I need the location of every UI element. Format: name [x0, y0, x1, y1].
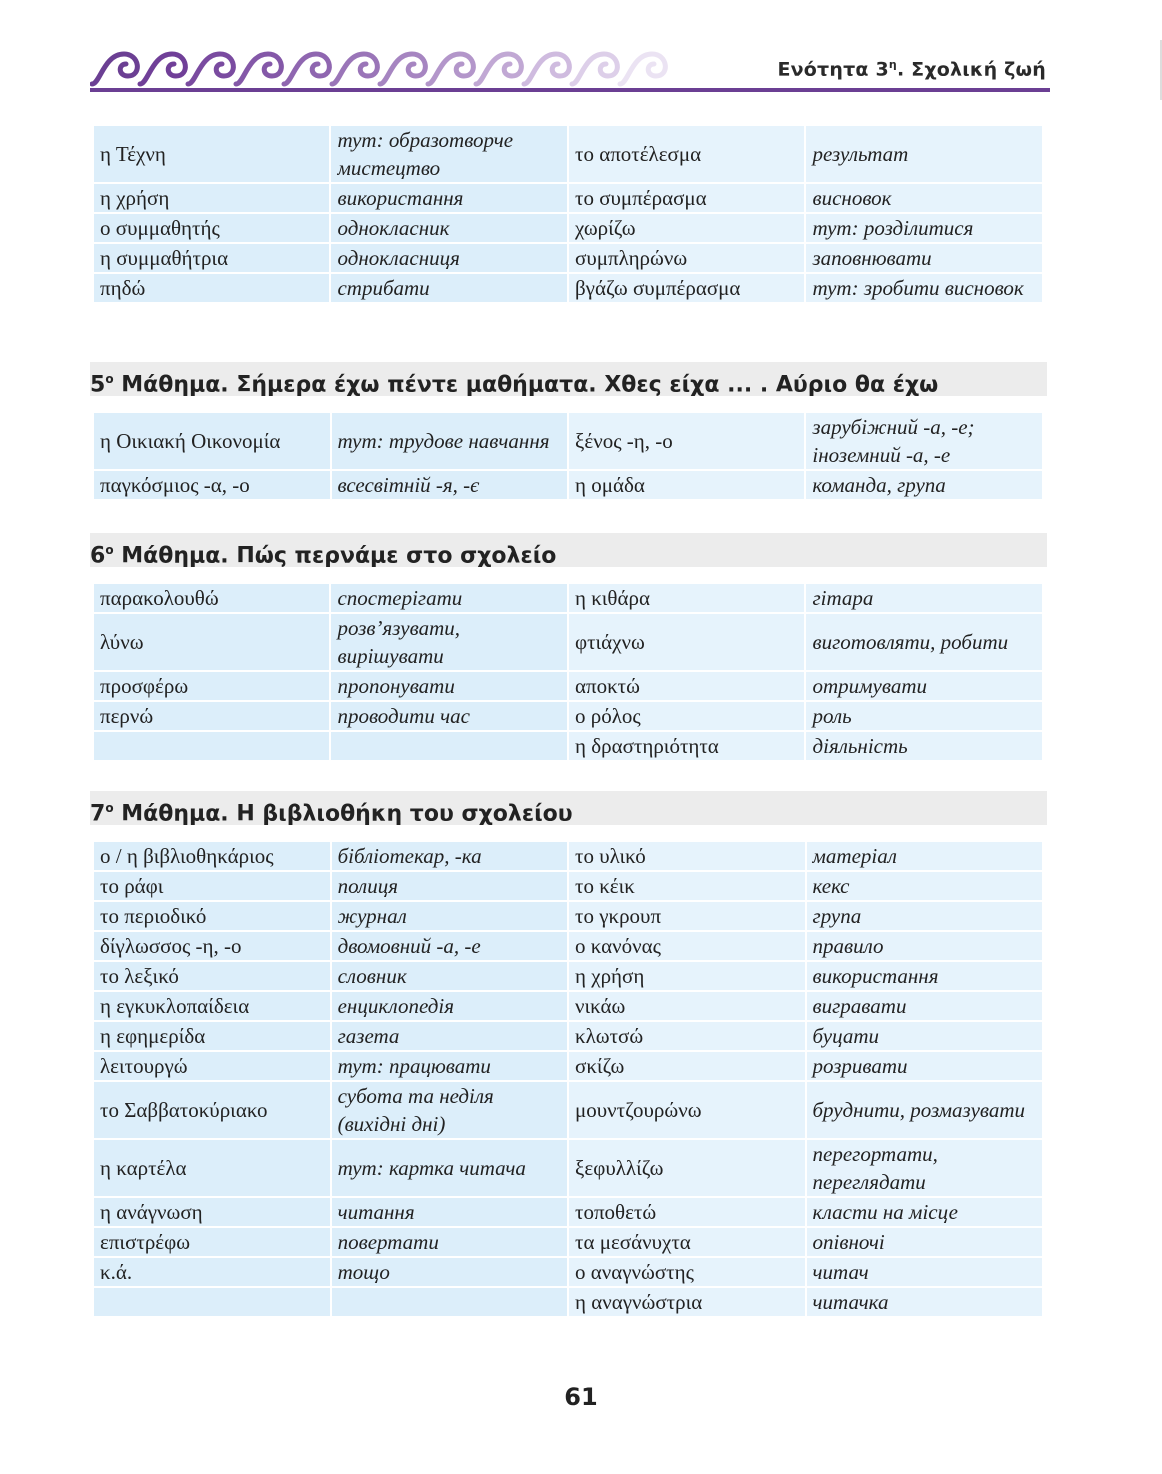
page-number: 61: [564, 1383, 598, 1411]
greek-term: πηδώ: [94, 274, 329, 302]
ukrainian-translation: тут: трудове навчання: [332, 413, 568, 469]
greek-term: η Οικιακή Οικονομία: [94, 413, 330, 469]
ukrainian-translation: журнал: [332, 902, 567, 930]
greek-term: χωρίζω: [569, 214, 804, 242]
greek-term: η χρήση: [569, 962, 804, 990]
ukrainian-translation: бібліотекар, -ка: [332, 842, 567, 870]
ukrainian-translation: читач: [807, 1258, 1043, 1286]
header-divider: [90, 88, 1050, 92]
greek-term: η δραστηριότητα: [569, 732, 805, 760]
ukrainian-translation: результат: [806, 126, 1042, 182]
section-heading-lesson-7: $7^o$ Μάθημα. Η βιβλιοθήκη του σχολείου: [90, 791, 1047, 825]
greek-term: η αναγνώστρια: [569, 1288, 804, 1316]
vocabulary-table-lesson-4: [92, 124, 1044, 304]
greek-term: λειτουργώ: [94, 1052, 330, 1080]
greek-term: η ανάγνωση: [94, 1198, 330, 1226]
ukrainian-translation: читання: [332, 1198, 567, 1226]
greek-term: το περιοδικό: [94, 902, 330, 930]
greek-term: τα μεσάνυχτα: [569, 1228, 804, 1256]
greek-term: η Τέχνη: [94, 126, 329, 182]
ukrainian-translation: субота та неділя (вихідні дні): [332, 1082, 567, 1138]
greek-term: νικάω: [569, 992, 804, 1020]
greek-term: τοποθετώ: [569, 1198, 804, 1226]
table-row: [94, 614, 1042, 670]
ukrainian-translation: читачка: [807, 1288, 1043, 1316]
ukrainian-translation: тут: картка читача: [332, 1140, 567, 1196]
table-row: [94, 702, 1042, 730]
ukrainian-translation: буцати: [807, 1022, 1043, 1050]
greek-term: ο αναγνώστης: [569, 1258, 804, 1286]
greek-term: η κιθάρα: [569, 584, 805, 612]
ukrainian-translation: правило: [807, 932, 1043, 960]
ukrainian-translation: тут: зробити висновок: [806, 274, 1042, 302]
table-row: [94, 1258, 1042, 1286]
page-header: [90, 40, 1050, 94]
table-row: [94, 872, 1042, 900]
table-row: [94, 732, 1042, 760]
ukrainian-translation: заповнювати: [806, 244, 1042, 272]
ukrainian-translation: виготовляти, робити: [806, 614, 1042, 670]
greek-term: η εφημερίδα: [94, 1022, 330, 1050]
ukrainian-translation: гітара: [806, 584, 1042, 612]
greek-term: ξεφυλλίζω: [569, 1140, 804, 1196]
ukrainian-translation: тут: розділитися: [806, 214, 1042, 242]
ukrainian-translation: стрибати: [331, 274, 567, 302]
ukrainian-translation: матеріал: [807, 842, 1043, 870]
table-row: [94, 274, 1042, 302]
greek-term: η συμμαθήτρια: [94, 244, 329, 272]
greek-term: μουντζουρώνω: [569, 1082, 804, 1138]
greek-term: περνώ: [94, 702, 329, 730]
greek-term: επιστρέφω: [94, 1228, 330, 1256]
ukrainian-translation: тут: працювати: [332, 1052, 567, 1080]
ukrainian-translation: отримувати: [806, 672, 1042, 700]
ukrainian-translation: бруднити, розмазувати: [807, 1082, 1043, 1138]
table-row: [94, 184, 1042, 212]
greek-term: [94, 732, 329, 760]
greek-term: ο συμμαθητής: [94, 214, 329, 242]
ukrainian-translation: газета: [332, 1022, 567, 1050]
ukrainian-translation: словник: [332, 962, 567, 990]
greek-term: το αποτέλεσμα: [569, 126, 804, 182]
greek-term: λύνω: [94, 614, 329, 670]
ukrainian-translation: повертати: [332, 1228, 567, 1256]
greek-term: ο κανόνας: [569, 932, 804, 960]
table-row: [94, 1228, 1042, 1256]
table-row: [94, 584, 1042, 612]
ukrainian-translation: опівночі: [807, 1228, 1043, 1256]
greek-term: παρακολουθώ: [94, 584, 329, 612]
ukrainian-translation: [332, 1288, 567, 1316]
table-row: [94, 992, 1042, 1020]
table-row: [94, 1140, 1042, 1196]
vocabulary-table-lesson-7: [92, 840, 1044, 1318]
ukrainian-translation: діяльність: [806, 732, 1042, 760]
table-row: [94, 902, 1042, 930]
ukrainian-translation: зарубіжний -а, -е; іноземний -а, -е: [806, 413, 1042, 469]
ukrainian-translation: тут: образотворче мистецтво: [331, 126, 567, 182]
unit-title: Ενότητα $3^\eta$. Σχολική ζωή: [777, 58, 1046, 81]
greek-term: το γκρουπ: [569, 902, 804, 930]
ukrainian-translation: однокласник: [331, 214, 567, 242]
greek-term: συμπληρώνω: [569, 244, 804, 272]
ukrainian-translation: спостерігати: [331, 584, 567, 612]
vocabulary-table-lesson-5: [92, 411, 1044, 501]
greek-term: η χρήση: [94, 184, 329, 212]
ukrainian-translation: полиця: [332, 872, 567, 900]
table-row: [94, 1288, 1042, 1316]
greek-term: το λεξικό: [94, 962, 330, 990]
ukrainian-translation: [331, 732, 567, 760]
table-row: [94, 1082, 1042, 1138]
greek-term: το ράφι: [94, 872, 330, 900]
greek-term: βγάζω συμπέρασμα: [569, 274, 804, 302]
table-row: [94, 214, 1042, 242]
greek-term: η ομάδα: [569, 471, 804, 499]
greek-term: ο / η βιβλιοθηκάριος: [94, 842, 330, 870]
table-row: [94, 244, 1042, 272]
greek-term: [94, 1288, 330, 1316]
ukrainian-translation: використання: [807, 962, 1043, 990]
ukrainian-translation: проводити час: [331, 702, 567, 730]
table-row: [94, 962, 1042, 990]
greek-term: το υλικό: [569, 842, 804, 870]
ukrainian-translation: двомовний -а, -е: [332, 932, 567, 960]
greek-term: αποκτώ: [569, 672, 805, 700]
greek-term: σκίζω: [569, 1052, 804, 1080]
greek-term: η καρτέλα: [94, 1140, 330, 1196]
ukrainian-translation: висновок: [806, 184, 1042, 212]
greek-term: δίγλωσσος -η, -ο: [94, 932, 330, 960]
ukrainian-translation: перегортати, переглядати: [807, 1140, 1043, 1196]
table-row: [94, 471, 1042, 499]
ukrainian-translation: команда, група: [806, 471, 1042, 499]
table-row: [94, 932, 1042, 960]
ukrainian-translation: тощо: [332, 1258, 567, 1286]
ukrainian-translation: використання: [331, 184, 567, 212]
vocabulary-table-lesson-6: [92, 582, 1044, 762]
table-row: [94, 413, 1042, 469]
section-heading-lesson-5: $5^o$ Μάθημα. Σήμερα έχω πέντε μαθήματα. Χθες είχα ... . Αύριο θα έχω: [90, 362, 1047, 396]
greek-term: φτιάχνω: [569, 614, 805, 670]
greek-term: προσφέρω: [94, 672, 329, 700]
greek-term: το Σαββατοκύριακο: [94, 1082, 330, 1138]
greek-term: η εγκυκλοπαίδεια: [94, 992, 330, 1020]
ukrainian-translation: кекс: [807, 872, 1043, 900]
greek-term: κ.ά.: [94, 1258, 330, 1286]
greek-term: παγκόσμιος -α, -ο: [94, 471, 330, 499]
greek-term: το συμπέρασμα: [569, 184, 804, 212]
ukrainian-translation: енциклопедія: [332, 992, 567, 1020]
ukrainian-translation: пропонувати: [331, 672, 567, 700]
ukrainian-translation: класти на місце: [807, 1198, 1043, 1226]
ukrainian-translation: розв’язувати, вирішувати: [331, 614, 567, 670]
table-row: [94, 1198, 1042, 1226]
ukrainian-translation: всесвітній -я, -є: [332, 471, 568, 499]
table-row: [94, 672, 1042, 700]
ukrainian-translation: розривати: [807, 1052, 1043, 1080]
greek-term: κλωτσώ: [569, 1022, 804, 1050]
greek-term: ο ρόλος: [569, 702, 805, 730]
greek-term: ξένος -η, -ο: [569, 413, 804, 469]
ukrainian-translation: вигравати: [807, 992, 1043, 1020]
greek-term: το κέικ: [569, 872, 804, 900]
table-row: [94, 842, 1042, 870]
table-row: [94, 1052, 1042, 1080]
section-heading-lesson-6: $6^o$ Μάθημα. Πώς περνάμε στο σχολείο: [90, 533, 1047, 567]
ukrainian-translation: роль: [806, 702, 1042, 730]
ukrainian-translation: група: [807, 902, 1043, 930]
greek-wave-ornament: [90, 44, 670, 88]
ukrainian-translation: однокласниця: [331, 244, 567, 272]
table-row: [94, 1022, 1042, 1050]
table-row: [94, 126, 1042, 182]
